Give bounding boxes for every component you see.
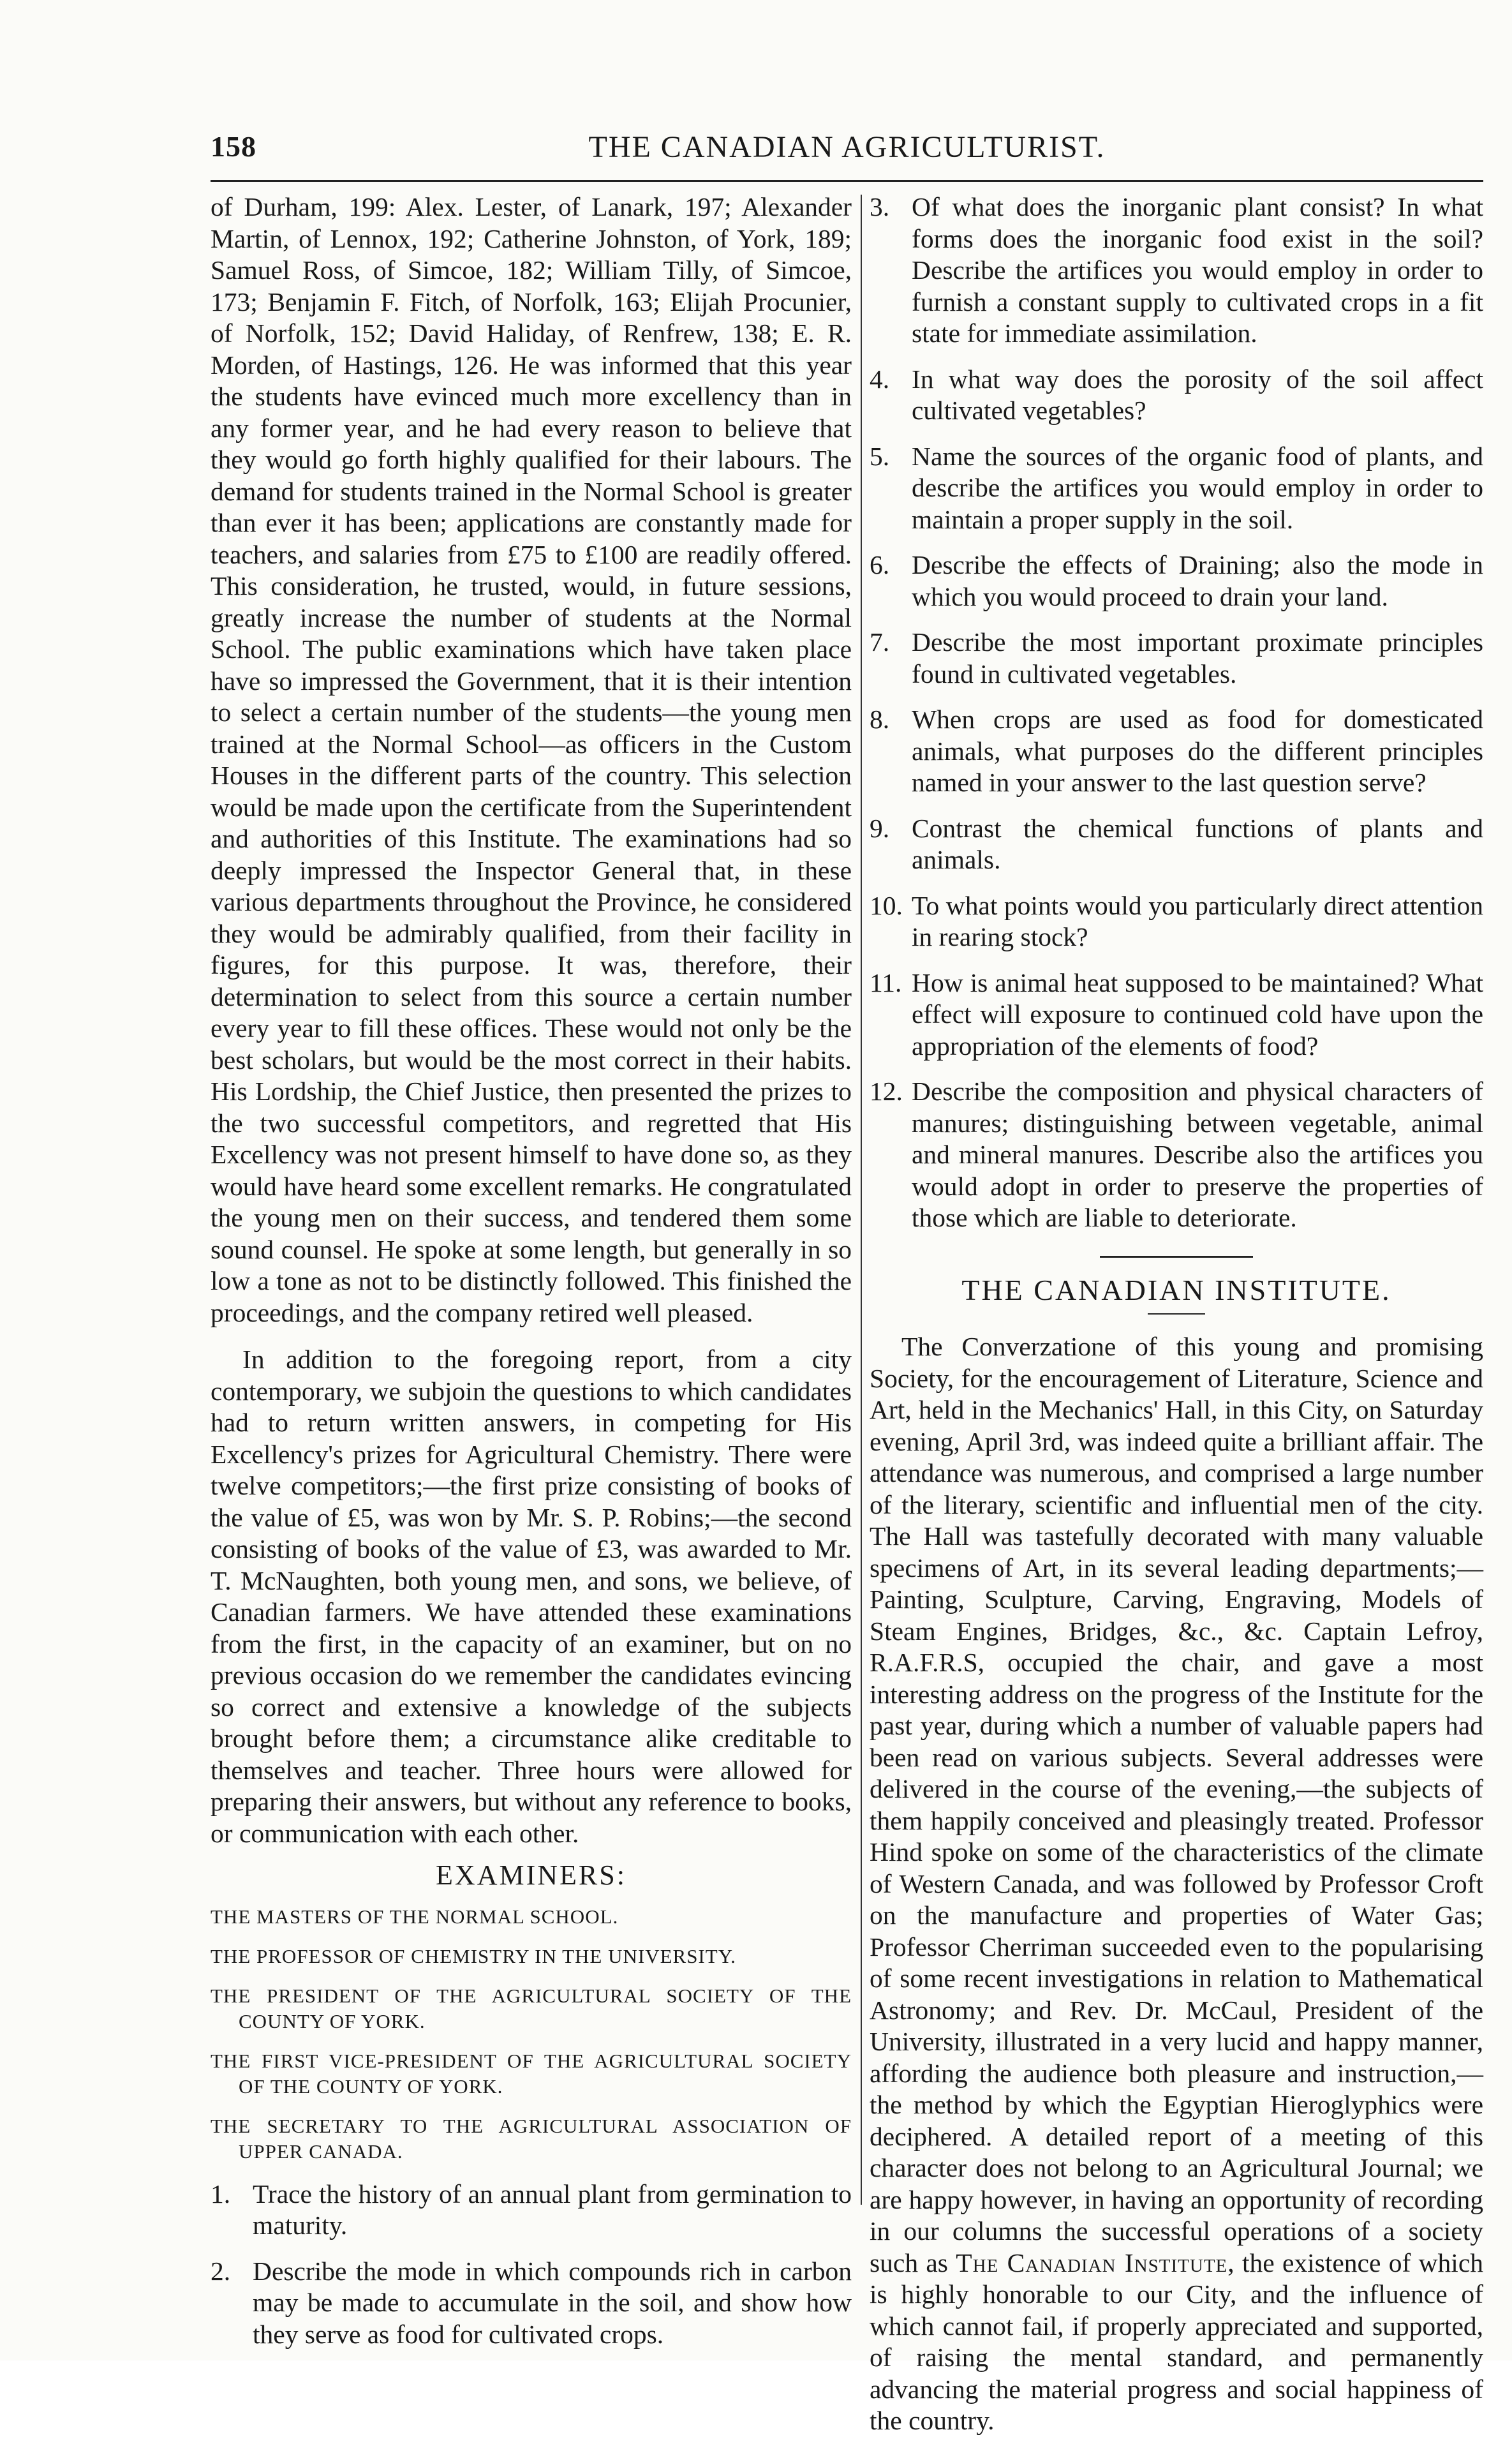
examiners-list [211, 1904, 852, 2165]
question-text: Name the sources of the organic food of plants, and describe the artifices you would employ in order to maintain a proper supply in the soil. [912, 441, 1483, 534]
question-text: When crops are used as food for domesticated animals, what purposes do the different principles named in your answer to the last question serve? [912, 704, 1483, 797]
section-title: THE CANADIAN INSTITUTE. [961, 1273, 1391, 1306]
examiner-entry: THE PROFESSOR OF CHEMISTRY IN THE UNIVERSITY. [211, 1944, 736, 1967]
question-item [211, 2179, 852, 2242]
question-text: Of what does the inorganic plant consist? In what forms does the inorganic food exist in the soil? Describe the artifices you would employ in order to furnish a constant supply to cultivated crops in a fit state for immediate assimilation. [912, 192, 1483, 348]
question-item [870, 704, 1483, 799]
questions-list-right [870, 191, 1483, 1234]
question-text: To what points would you particularly direct attention in rearing stock? [912, 890, 1483, 951]
examiner-entry: THE PRESIDENT OF THE AGRICULTURAL SOCIETY OF THE COUNTY OF YORK. [211, 1984, 852, 2032]
running-head: THE CANADIAN AGRICULTURIST. [588, 130, 1106, 164]
question-number: 7. [870, 627, 890, 657]
page-number: 158 [211, 130, 256, 163]
question-item [870, 627, 1483, 690]
question-text: Describe the mode in which compounds rich in carbon may be made to accumulate in the soil, and show how they serve as food for cultivated crops. [253, 2256, 852, 2349]
question-number: 5. [870, 441, 890, 471]
question-item [870, 364, 1483, 427]
question-number: 2. [211, 2256, 231, 2286]
question-number: 4. [870, 364, 890, 394]
page-header [211, 124, 1483, 182]
question-item [870, 441, 1483, 536]
report-continuation-paragraph: of Durham, 199: Alex. Lester, of Lanark, 197; Alexander Martin, of Lennox, 192; Catherine Johnston, of York, 189; Samuel Ross, of Simcoe, 182; William Tilly, of Simcoe, 173; Benjamin F. Fitch, of Norfolk, 163; Elijah Procunier, of Norfolk, 152; David Haliday, of Renfrew, 138; E. R. Morden, of Hastings, 126. He was informed that this year the students have evinced much more excellency than in any former year, and he had every reason to believe that they would go forth highly qualified for their labours. The demand for students trained in the Normal School is greater than ever it has been; applications are constantly made for teachers, and salaries from £75 to £100 are readily offered. This consideration, he trusted, would, in future sessions, greatly increase the number of students at the Normal School. The public examinations which have taken place have so impressed the Government, that it is their intention to select a certain number of the students—the young men trained at the Normal School—as officers in the Custom Houses in the different parts of the country. This selection would be made upon the certificate from the Superintendent and authorities of this Institute. The examinations had so deeply impressed the Inspector General that, in these various departments throughout the Province, he considered they would be admirably qualified, from their facility in figures, for this purpose. It was, therefore, their determination to select from this source a certain number every year to fill these offices. These would not only be the best scholars, but would be the most correct in their habits. His Lordship, the Chief Justice, then presented the prizes to the two successful competitors, and regretted that His Excellency was not present himself to have done so, as they would have heard some excellent remarks. He congratulated the young men on their success, and tendered them some sound counsel. He spoke at some length, but generally in so low a tone as not to be distinctly followed. This finished the proceedings, and the company retired well pleased. [211, 192, 852, 1327]
question-number: 10. [870, 890, 903, 920]
section-short-rule [1148, 1313, 1205, 1315]
right-column [870, 191, 1483, 2437]
question-number: 12. [870, 1077, 903, 1106]
left-column [211, 191, 852, 2364]
addition-paragraph: In addition to the foregoing report, from a city contemporary, we subjoin the questions to which candidates had to return written answers, in competing for His Excellency's prizes for Agricultural Chemistry. There were twelve competitors;—the first prize consisting of books of the value of £5, was won by Mr. S. P. Robins;—the second consisting of books of the value of £3, was awarded to Mr. T. McNaughten, both young men, and sons, we believe, of Canadian farmers. We have attended these examinations from the first, in the capacity of an examiner, but on no previous occasion do we remember the candidates evincing so correct and extensive a knowledge of the subjects brought before them; a circumstance alike creditable to themselves and teacher. Three hours were allowed for preparing their answers, but without any reference to books, or communication with each other. [211, 1345, 852, 1848]
examiner-entry: THE FIRST VICE-PRESIDENT OF THE AGRICULTURAL SOCIETY OF THE COUNTY OF YORK. [211, 2049, 852, 2098]
question-text: Contrast the chemical functions of plants and animals. [912, 813, 1483, 874]
question-text: How is animal heat supposed to be maintained? What effect will exposure to continued cold have upon the appropriation of the elements of food? [912, 967, 1483, 1061]
questions-list-left [211, 2179, 852, 2351]
question-item [870, 890, 1483, 953]
question-item [870, 549, 1483, 613]
institute-article [870, 1331, 1483, 2437]
question-item [870, 1076, 1483, 1234]
question-number: 3. [870, 192, 890, 221]
question-number: 8. [870, 704, 890, 734]
article-text-before: The Converzatione of this young and promising Society, for the encouragement of Literature, Science and Art, held in the Mechanics' Hall, in this City, on Saturday evening, April 3rd, was indeed quite a brilliant affair. The attendance was numerous, and comprised a large number of the literary, scientific and influential men of the city. The Hall was tastefully decorated with many valuable specimens of Art, in its several leading departments;—Painting, Sculpture, Carving, Engraving, Models of Steam Engines, Bridges, &c., &c. Captain Lefroy, R.A.F.R.S, occupied the chair, and gave a most interesting address on the progress of the Institute for the past year, during which a number of valuable papers had been read on various subjects. Several addresses were delivered in the course of the evening,—the subjects of them happily conceived and pleasingly treated. Professor Hind spoke on some of the characteristics of the climate of Western Canada, and was followed by Professor Croft on the manufacture and properties of Water Gas; Professor Cherriman succeeded even to the popularising of some recent investigations in relation to Mathematical Astronomy; and Rev. Dr. McCaul, President of the University, illustrated in a very lucid and happy manner, affording the audience both pleasure and instruction,—the method by which the Egyptian Hieroglyphics were deciphered. A detailed report of a meeting of this character does not belong to an Agricultural Journal; we are happy however, in having an opportunity of recording in our columns the successful operations of a society such as [870, 1332, 1483, 2277]
question-number: 9. [870, 813, 890, 843]
examiners-heading: EXAMINERS: [436, 1859, 626, 1891]
question-text: In what way does the porosity of the soil affect cultivated vegetables? [912, 364, 1483, 425]
examiner-entry: THE SECRETARY TO THE AGRICULTURAL ASSOCIATION OF UPPER CANADA. [211, 2114, 852, 2163]
question-item [870, 967, 1483, 1062]
section-rule [1100, 1256, 1253, 1258]
examiner-entry: THE MASTERS OF THE NORMAL SCHOOL. [211, 1905, 619, 1928]
article-text-after: , the existence of which is highly honorable to our City, and the influence of which cannot fail, if properly appreciated and supported, of raising the mental standard, and permanently advancing the material progress and social happiness of the country. [870, 2247, 1484, 2435]
question-item [870, 191, 1483, 350]
question-item [870, 813, 1483, 876]
question-text: Trace the history of an annual plant from germination to maturity. [253, 2179, 852, 2240]
column-divider [861, 195, 862, 2205]
question-number: 6. [870, 550, 890, 579]
article-society-name: The Canadian Institute [956, 2247, 1228, 2277]
question-text: Describe the composition and physical characters of manures; distinguishing between vegetable, animal and mineral manures. Describe also the artifices you would adopt in order to preserve the properties of those which are liable to deteriorate. [912, 1077, 1483, 1232]
question-number: 1. [211, 2179, 231, 2209]
question-text: Describe the effects of Draining; also the mode in which you would proceed to drain your land. [912, 550, 1483, 611]
question-text: Describe the most important proximate principles found in cultivated vegetables. [912, 627, 1483, 689]
question-item [211, 2256, 852, 2351]
header-rule [211, 180, 1483, 182]
question-number: 11. [870, 967, 902, 997]
